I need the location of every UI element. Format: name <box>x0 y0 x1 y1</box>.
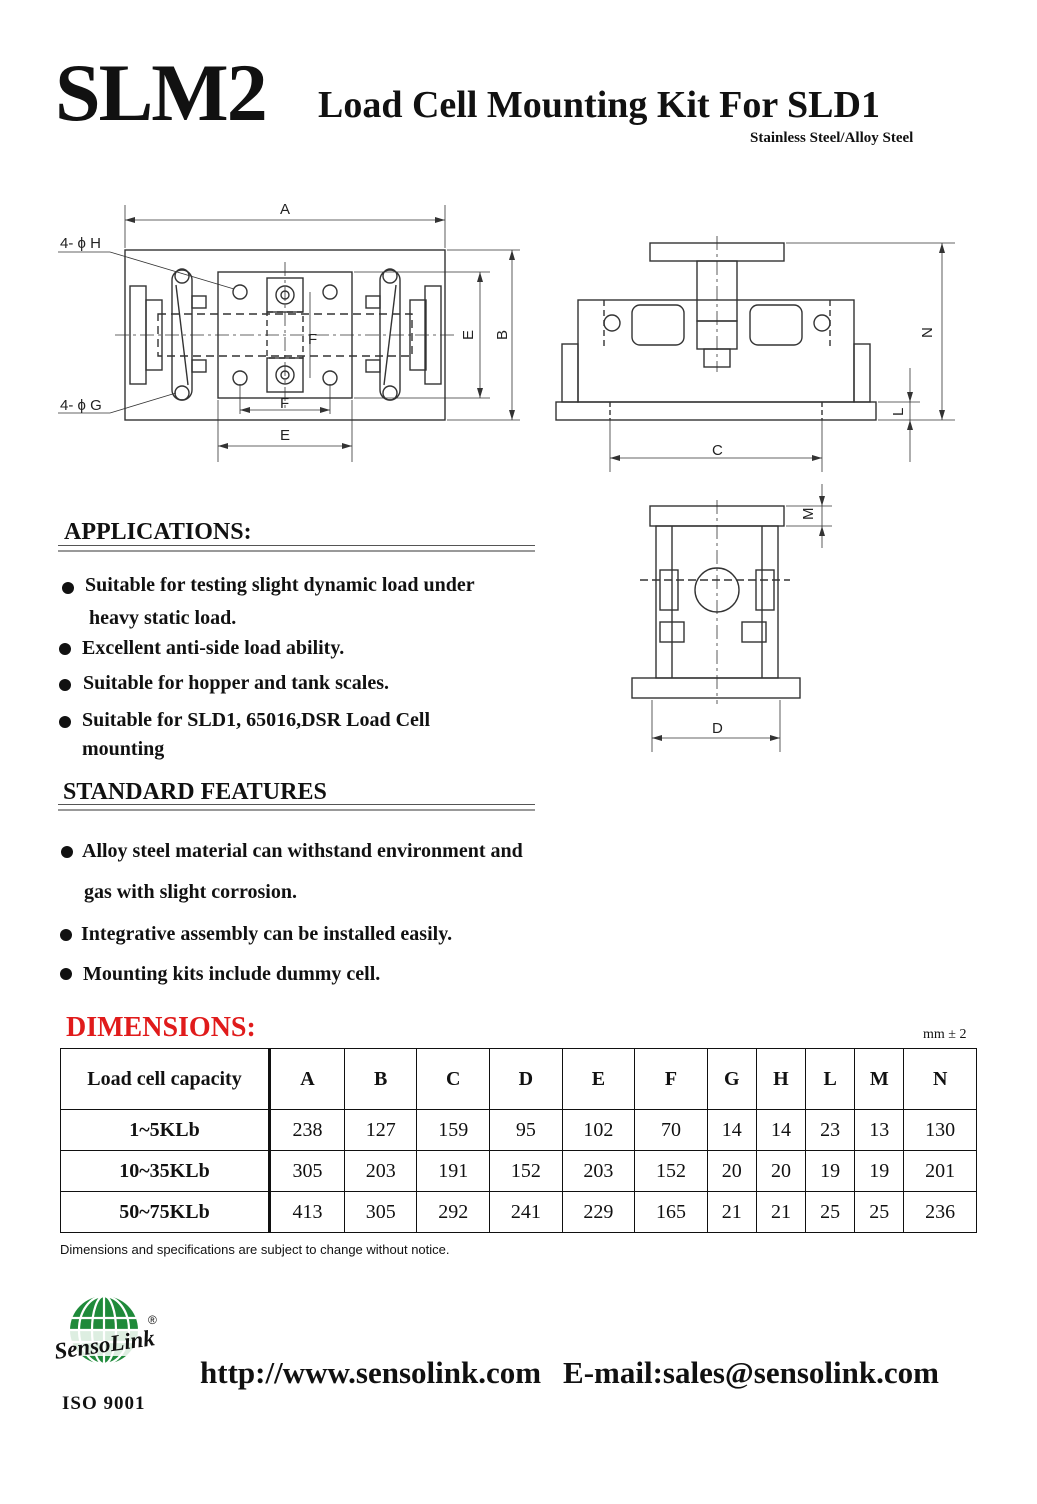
table-header-cell: H <box>756 1049 805 1110</box>
list-item: Integrative assembly can be installed easily. <box>81 923 453 945</box>
bullet-icon <box>59 716 71 728</box>
sensolink-logo <box>50 1290 170 1390</box>
list-item: Excellent anti-side load ability. <box>82 637 345 659</box>
table-cell: 305 <box>270 1151 345 1192</box>
table-header-row <box>61 1049 977 1110</box>
table-cell: 25 <box>806 1192 855 1233</box>
bullet-icon <box>59 679 71 691</box>
label-f-vertical: F <box>308 331 318 348</box>
material-note: Stainless Steel/Alloy Steel <box>750 130 914 146</box>
label-l: L <box>890 407 907 416</box>
table-cell: 152 <box>490 1151 563 1192</box>
table-cell: 201 <box>904 1151 977 1192</box>
table-cell: 241 <box>490 1192 563 1233</box>
list-item: Mounting kits include dummy cell. <box>83 963 381 985</box>
features-title: STANDARD FEATURES <box>63 779 327 805</box>
table-cell: 21 <box>756 1192 805 1233</box>
table-cell: 50~75KLb <box>61 1192 270 1233</box>
table-cell: 21 <box>707 1192 756 1233</box>
table-cell: 23 <box>806 1110 855 1151</box>
table-cell: 203 <box>344 1151 417 1192</box>
label-d: D <box>712 720 723 737</box>
table-cell: 229 <box>562 1192 635 1233</box>
table-cell: 413 <box>270 1192 345 1233</box>
table-cell: 203 <box>562 1151 635 1192</box>
table-cell: 19 <box>855 1151 904 1192</box>
table-row <box>61 1151 977 1192</box>
label-a: A <box>280 201 291 218</box>
table-cell: 13 <box>855 1110 904 1151</box>
table-header-cell: G <box>707 1049 756 1110</box>
list-item: Suitable for SLD1, 65016,DSR Load Cell mounting <box>82 709 431 760</box>
disclaimer-note: Dimensions and specifications are subject to change without notice. <box>60 1242 450 1257</box>
side-view-base-plate <box>632 678 800 698</box>
table-cell: 10~35KLb <box>61 1151 270 1192</box>
table-row <box>61 1110 977 1151</box>
bullet-icon <box>61 846 73 858</box>
front-view-base-plate <box>556 402 876 420</box>
label-b: B <box>494 329 511 340</box>
table-cell: 238 <box>270 1110 345 1151</box>
website-link[interactable]: http://www.sensolink.com <box>200 1355 542 1390</box>
table-cell: 130 <box>904 1110 977 1151</box>
list-item: Suitable for testing slight dynamic load under heavy static load. <box>85 574 475 629</box>
label-e-vertical: E <box>460 329 477 340</box>
model-number: SLM2 <box>55 47 266 138</box>
table-cell: 236 <box>904 1192 977 1233</box>
table-header-cell: A <box>270 1049 345 1110</box>
label-n: N <box>919 327 936 338</box>
table-cell: 191 <box>417 1151 490 1192</box>
table-cell: 20 <box>707 1151 756 1192</box>
table-header-cell: D <box>490 1049 563 1110</box>
label-f: F <box>280 395 290 412</box>
table-header-cell: N <box>904 1049 977 1110</box>
table-cell: 102 <box>562 1110 635 1151</box>
bullet-icon <box>60 929 72 941</box>
table-cell: 305 <box>344 1192 417 1233</box>
table-cell: 95 <box>490 1110 563 1151</box>
table-cell: 159 <box>417 1110 490 1151</box>
table-cell: 19 <box>806 1151 855 1192</box>
table-header-cell: E <box>562 1049 635 1110</box>
table-cell: 14 <box>756 1110 805 1151</box>
table-cell: 14 <box>707 1110 756 1151</box>
tolerance-note: mm ± 2 <box>923 1027 967 1042</box>
table-cell: 70 <box>635 1110 708 1151</box>
list-item: Alloy steel material can withstand environment and gas with slight corrosion. <box>82 840 523 903</box>
table-header-cell: C <box>417 1049 490 1110</box>
dimensions-title: DIMENSIONS: <box>66 1012 256 1043</box>
table-cell: 20 <box>756 1151 805 1192</box>
label-c: C <box>712 442 723 459</box>
table-cell: 1~5KLb <box>61 1110 270 1151</box>
registered-mark: ® <box>148 1313 157 1327</box>
table-header-cell: M <box>855 1049 904 1110</box>
label-m: M <box>800 507 817 520</box>
iso-certification: ISO 9001 <box>62 1393 146 1414</box>
table-header-cell: F <box>635 1049 708 1110</box>
table-header-cell: L <box>806 1049 855 1110</box>
label-e: E <box>280 427 291 444</box>
list-item: Suitable for hopper and tank scales. <box>83 672 389 694</box>
table-header-cell: Load cell capacity <box>61 1049 270 1110</box>
table-header-cell: B <box>344 1049 417 1110</box>
table-row <box>61 1192 977 1233</box>
label-holes-g: 4- ϕ G <box>60 397 102 414</box>
table-cell: 25 <box>855 1192 904 1233</box>
table-cell: 152 <box>635 1151 708 1192</box>
logo-text: SensoLink <box>52 1325 157 1364</box>
table-cell: 127 <box>344 1110 417 1151</box>
dimensions-table <box>60 1048 977 1233</box>
applications-rule <box>58 545 535 552</box>
table-cell: 292 <box>417 1192 490 1233</box>
email-link[interactable]: E-mail:sales@sensolink.com <box>563 1355 939 1390</box>
features-rule <box>58 804 535 811</box>
bullet-icon <box>59 643 71 655</box>
bullet-icon <box>62 582 74 594</box>
applications-title: APPLICATIONS: <box>64 519 252 545</box>
table-cell: 165 <box>635 1192 708 1233</box>
label-holes-h: 4- ϕ H <box>60 235 101 252</box>
contact-line <box>200 1355 961 1391</box>
page-title: Load Cell Mounting Kit For SLD1 <box>318 84 880 126</box>
bullet-icon <box>60 968 72 980</box>
